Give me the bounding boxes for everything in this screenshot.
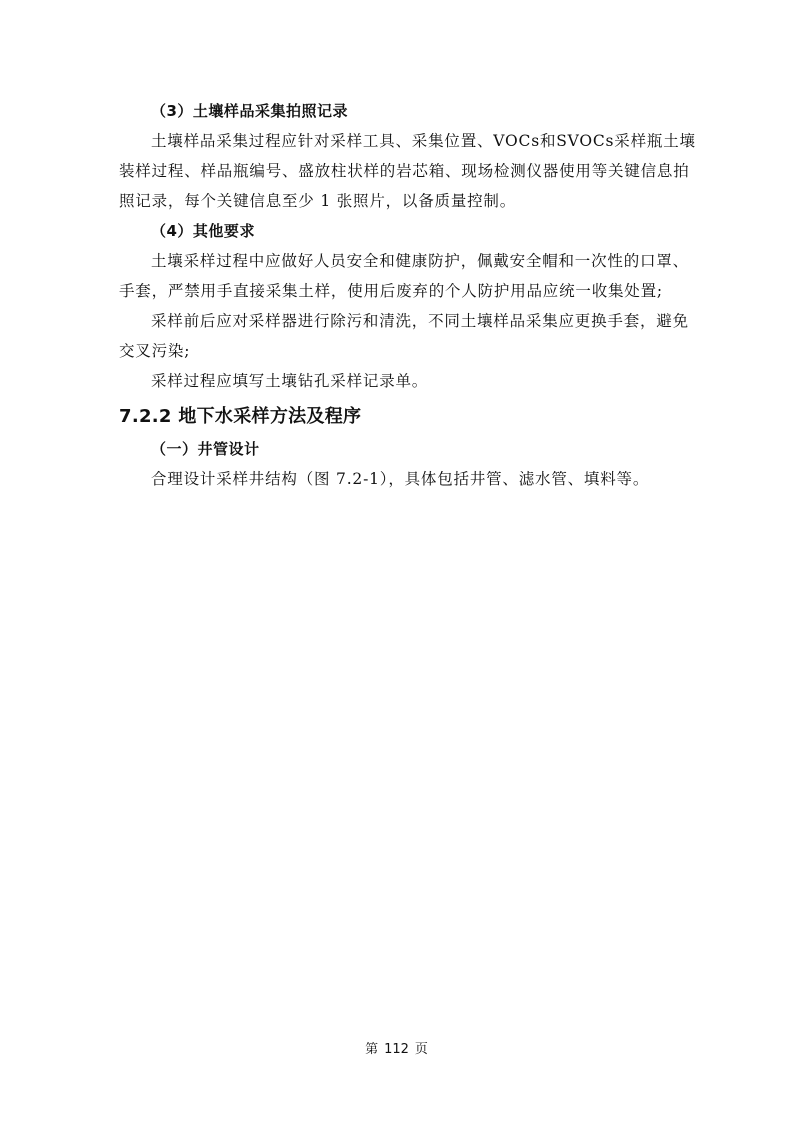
paragraph-well-design — [119, 464, 675, 494]
paragraph-line: 照记录，每个关键信息至少 1 张照片，以备质量控制。 — [119, 192, 517, 210]
paragraph-line: 手套，严禁用手直接采集土样，使用后废弃的个人防护用品应统一收集处置; — [119, 282, 663, 300]
paragraph-line: 采样前后应对采样器进行除污和清洗，不同土壤样品采集应更换手套，避免 — [151, 312, 689, 330]
page-number: 112 — [384, 1042, 409, 1057]
section-heading: 7.2.2 地下水采样方法及程序 — [119, 406, 362, 427]
paragraph-line: 交叉污染; — [119, 342, 191, 360]
paragraph-photo-record — [119, 126, 696, 216]
paragraph-cleaning — [119, 306, 689, 366]
paragraph-line: 土壤采样过程中应做好人员安全和健康防护，佩戴安全帽和一次性的口罩、 — [151, 252, 689, 270]
paragraph-safety — [119, 246, 689, 306]
paragraph-line: 土壤样品采集过程应针对采样工具、采集位置、VOCs和SVOCs采样瓶土壤 — [151, 132, 696, 150]
paragraph-line: 采样过程应填写土壤钻孔采样记录单。 — [151, 372, 429, 390]
subsection-heading-well-design: （一）井管设计 — [151, 440, 260, 458]
paragraph-line: 装样过程、样品瓶编号、盛放柱状样的岩芯箱、现场检测仪器使用等关键信息拍 — [119, 162, 690, 180]
footer-prefix: 第 — [365, 1042, 379, 1057]
paragraph-line: 合理设计采样井结构（图 7.2-1），具体包括井管、滤水管、填料等。 — [151, 470, 650, 488]
footer-suffix: 页 — [414, 1042, 428, 1057]
subsection-heading-3: （3）土壤样品采集拍照记录 — [151, 102, 348, 120]
subsection-heading-4: （4）其他要求 — [151, 222, 255, 240]
page-content — [119, 96, 696, 494]
paragraph-record-sheet — [119, 366, 675, 396]
page-footer — [0, 1040, 793, 1060]
